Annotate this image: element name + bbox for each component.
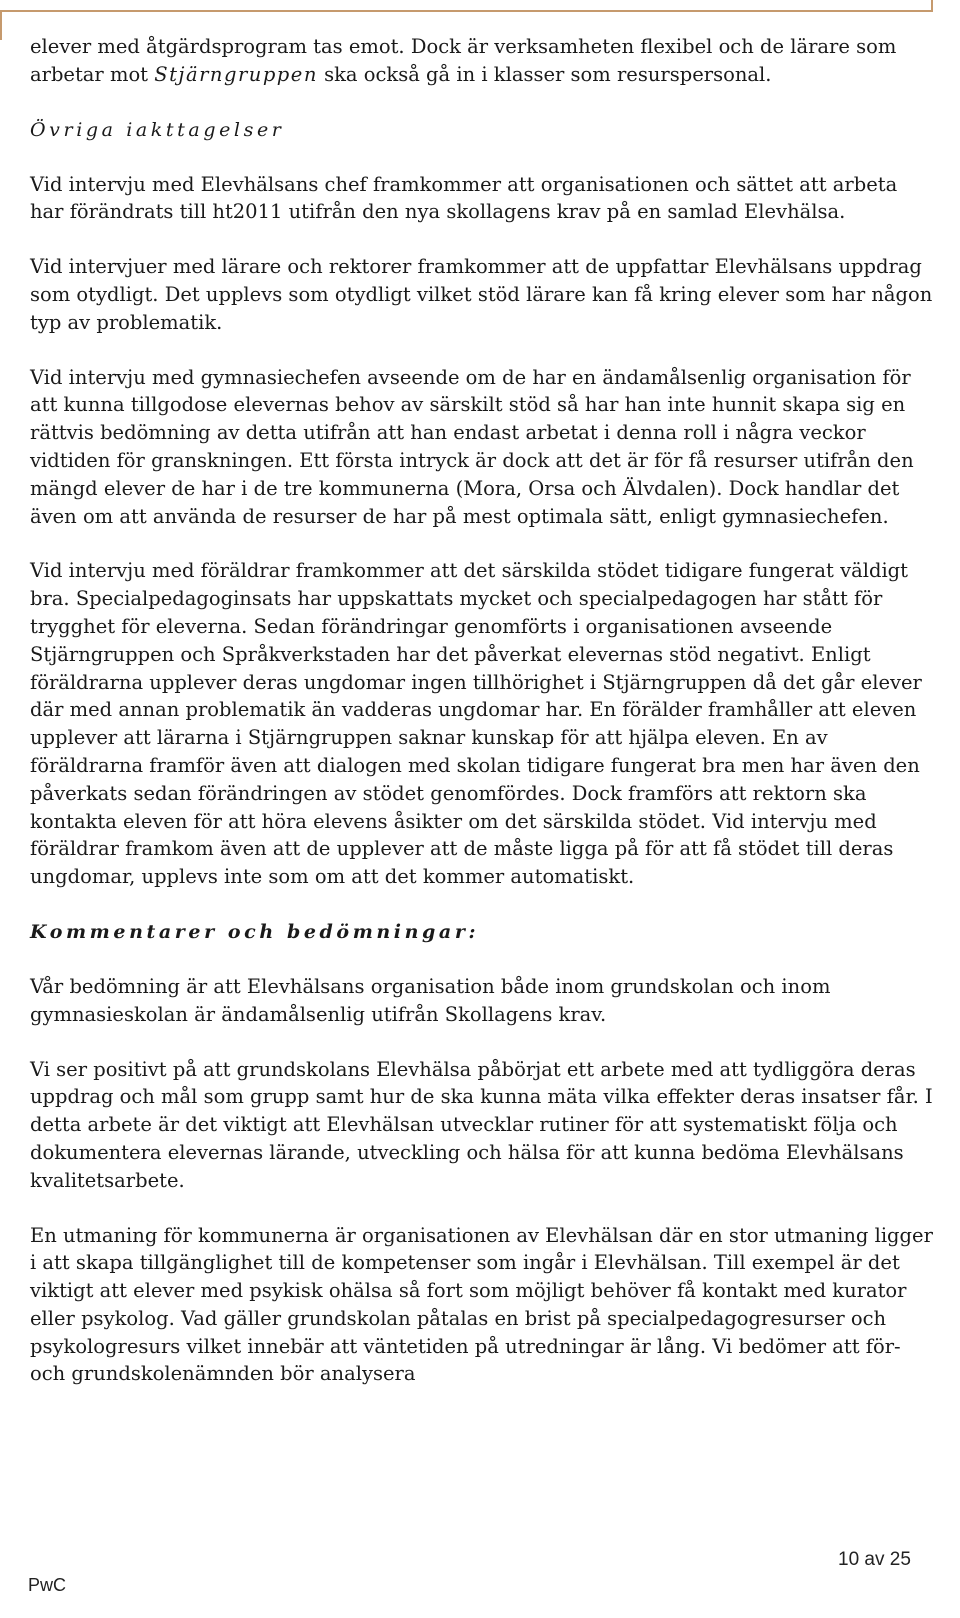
header-rule-left: [0, 10, 2, 40]
paragraph: Vi ser positivt på att grundskolans Elevhälsa påbörjat ett arbete med att tydliggöra deras uppdrag och mål som grupp samt hur de ska kunna mäta vilka effekter deras insatser får. I detta arbete är det viktigt att Elevhälsan utvecklar rutiner för att systematiskt följa och dokumentera elevernas lärande, utveckling och hälsa för att kunna bedöma Elevhälsans kvalitetsarbete.: [30, 1057, 933, 1192]
paragraph: Vid intervju med föräldrar framkommer att det särskilda stödet tidigare fungerat väldigt bra. Specialpedagoginsats har uppskattats mycket och specialpedagogen har stått för trygghet för eleverna. Sedan förändringar genomförts i organisationen avseende Stjärngruppen och Språkverkstaden har det påverkat elevernas stöd negativt. Enligt föräldrarna upplever deras ungdomar ingen tillhörighet i Stjärngruppen då det går elever där med annan problematik än vadderas ungdomar har. En förälder framhåller att eleven upplever att lärarna i Stjärngruppen saknar kunskap för att hjälpa eleven. En av föräldrarna framför även att dialogen med skolan tidigare fungerat bra men har även den påverkats sedan förändringen av stödet genomfördes. Dock framförs att rektorn ska kontakta eleven för att höra elevens åsikter om det särskilda stödet. Vid intervju med föräldrar framkom även att de upplever att de måste ligga på för att få stödet till deras ungdomar, upplevs inte som om att det kommer automatiskt.: [30, 559, 922, 889]
footer-brand: PwC: [28, 1575, 67, 1595]
header-rule-right: [931, 0, 933, 12]
paragraph: Vår bedömning är att Elevhälsans organisation både inom grundskolan och inom gymnasieskolan är ändamålsenlig utifrån Skollagens krav.: [30, 974, 831, 1026]
paragraph: Vid intervju med gymnasiechefen avseende om de har en ändamålsenlig organisation för att kunna tillgodose elevernas behov av särskilt stöd så har han inte hunnit skapa sig en rättvis bedömning av detta utifrån att han endast arbetat i denna roll i några veckor vidtiden för granskningen. Ett första intryck är dock att det är för få resurser utifrån den mängd elever de har i de tre kommunerna (Mora, Orsa och Älvdalen). Dock handlar det även om att använda de resurser de har på mest optimala sätt, enligt gymnasiechefen.: [30, 365, 914, 528]
section-heading-ovriga: Övriga iakttagelser: [30, 118, 285, 141]
paragraph: En utmaning för kommunerna är organisationen av Elevhälsan där en stor utmaning ligger i att skapa tillgänglighet till de kompetenser som ingår i Elevhälsan. Till exempel är det viktigt att elever med psykisk ohälsa så fort som möjligt behöver få kontakt med kurator eller psykolog. Vad gäller grundskolan påtalas en brist på specialpedagogresurser och psykologresurs vilket innebär att väntetiden på utredningar är lång. Vi bedömer att för- och grundskolenämnden bör analysera: [30, 1223, 933, 1386]
section-heading-kommentarer: Kommentarer och bedömningar:: [30, 920, 480, 943]
header-rule: [0, 10, 932, 12]
intro-paragraph: elever med åtgärdsprogram tas emot. Dock är verksamheten flexibel och de lärare som arbetar mot Stjärngruppen ska också gå in i klasser som resurspersonal.: [30, 35, 897, 86]
page-number: 10 av 25: [838, 1549, 911, 1570]
document-body: [30, 33, 935, 1415]
paragraph: Vid intervju med Elevhälsans chef framkommer att organisationen och sättet att arbeta har förändrats till ht2011 utifrån den nya skollagens krav på en samlad Elevhälsa.: [30, 172, 898, 224]
intro-emphasis: Stjärngruppen: [154, 62, 318, 86]
paragraph: Vid intervjuer med lärare och rektorer framkommer att de uppfattar Elevhälsans uppdrag som otydligt. Det upplevs som otydligt vilket stöd lärare kan få kring elever som har någon typ av problematik.: [30, 255, 933, 334]
